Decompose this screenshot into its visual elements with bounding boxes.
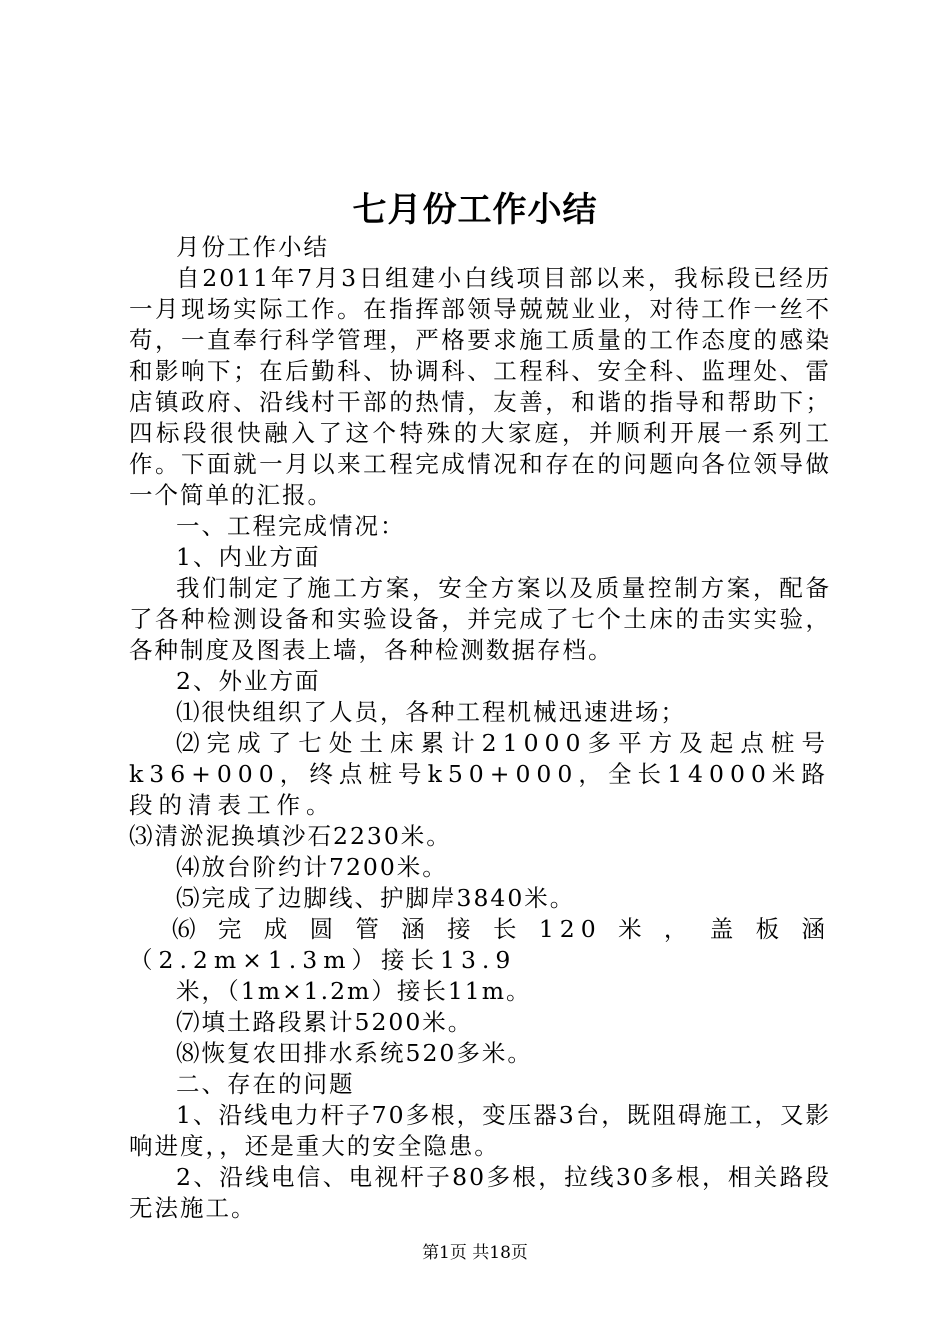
paragraph-intro: 自2011年7月3日组建小白线项目部以来，我标段已经历一月现场实际工作。在指挥部领导兢兢业业，对待工作一丝不苟，一直奉行科学管理，严格要求施工质量的工作态度的感染和影响下；在后勤科、协调科、工程科、安全科、监理处、雷店镇政府、沿线村干部的热情，友善，和谐的指导和帮助下；四标段很快融入了这个特殊的大家庭，并顺利开展一系列工作。下面就一月以来工程完成情况和存在的问题向各位领导做一个简单的汇报。 [129,264,831,509]
paragraph-subtitle: 月份工作小结 [176,233,329,261]
section-heading-progress: 一、工程完成情况： [176,512,406,540]
paragraph-internal-work: 我们制定了施工方案，安全方案以及质量控制方案，配备了各种检测设备和实验设备，并完成了七个土床的击实实验，各种制度及图表上墙，各种检测数据存档。 [129,574,831,664]
document-body [129,232,831,1224]
page-title: 七月份工作小结 [352,190,598,230]
subsection-heading-internal: 1、内业方面 [176,543,321,571]
list-item-7: ⑺填土路段累计5200米。 [176,1008,474,1036]
list-item-2: ⑵完成了七处土床累计21000多平方及起点桩号k36+000，终点桩号k50+000，全长14000米路段的清表工作。 [129,729,831,819]
list-item-1: ⑴很快组织了人员，各种工程机械迅速进场； [176,698,686,726]
list-item-8: ⑻恢复农田排水系统520多米。 [176,1039,533,1067]
list-item-3: ⑶清淤泥换填沙石2230米。 [129,822,452,850]
list-item-6: ⑹完成圆管涵接长120米，盖板涵（2.2m×1.3m）接长13.9 [129,915,831,974]
issue-item-2: 2、沿线电信、电视杆子80多根，拉线30多根，相关路段无法施工。 [129,1163,831,1222]
list-item-4: ⑷放台阶约计7200米。 [176,853,448,881]
section-heading-issues: 二、存在的问题 [176,1070,355,1098]
page-number: 第1页 共18页 [422,1243,528,1263]
issue-item-1: 1、沿线电力杆子70多根，变压器3台，既阻碍施工，又影响进度，，还是重大的安全隐患。 [129,1101,831,1160]
subsection-heading-field: 2、外业方面 [176,667,321,695]
list-item-6-continued: 米，（1m×1.2m）接长11m。 [176,977,532,1005]
list-item-5: ⑸完成了边脚线、护脚岸3840米。 [176,884,576,912]
